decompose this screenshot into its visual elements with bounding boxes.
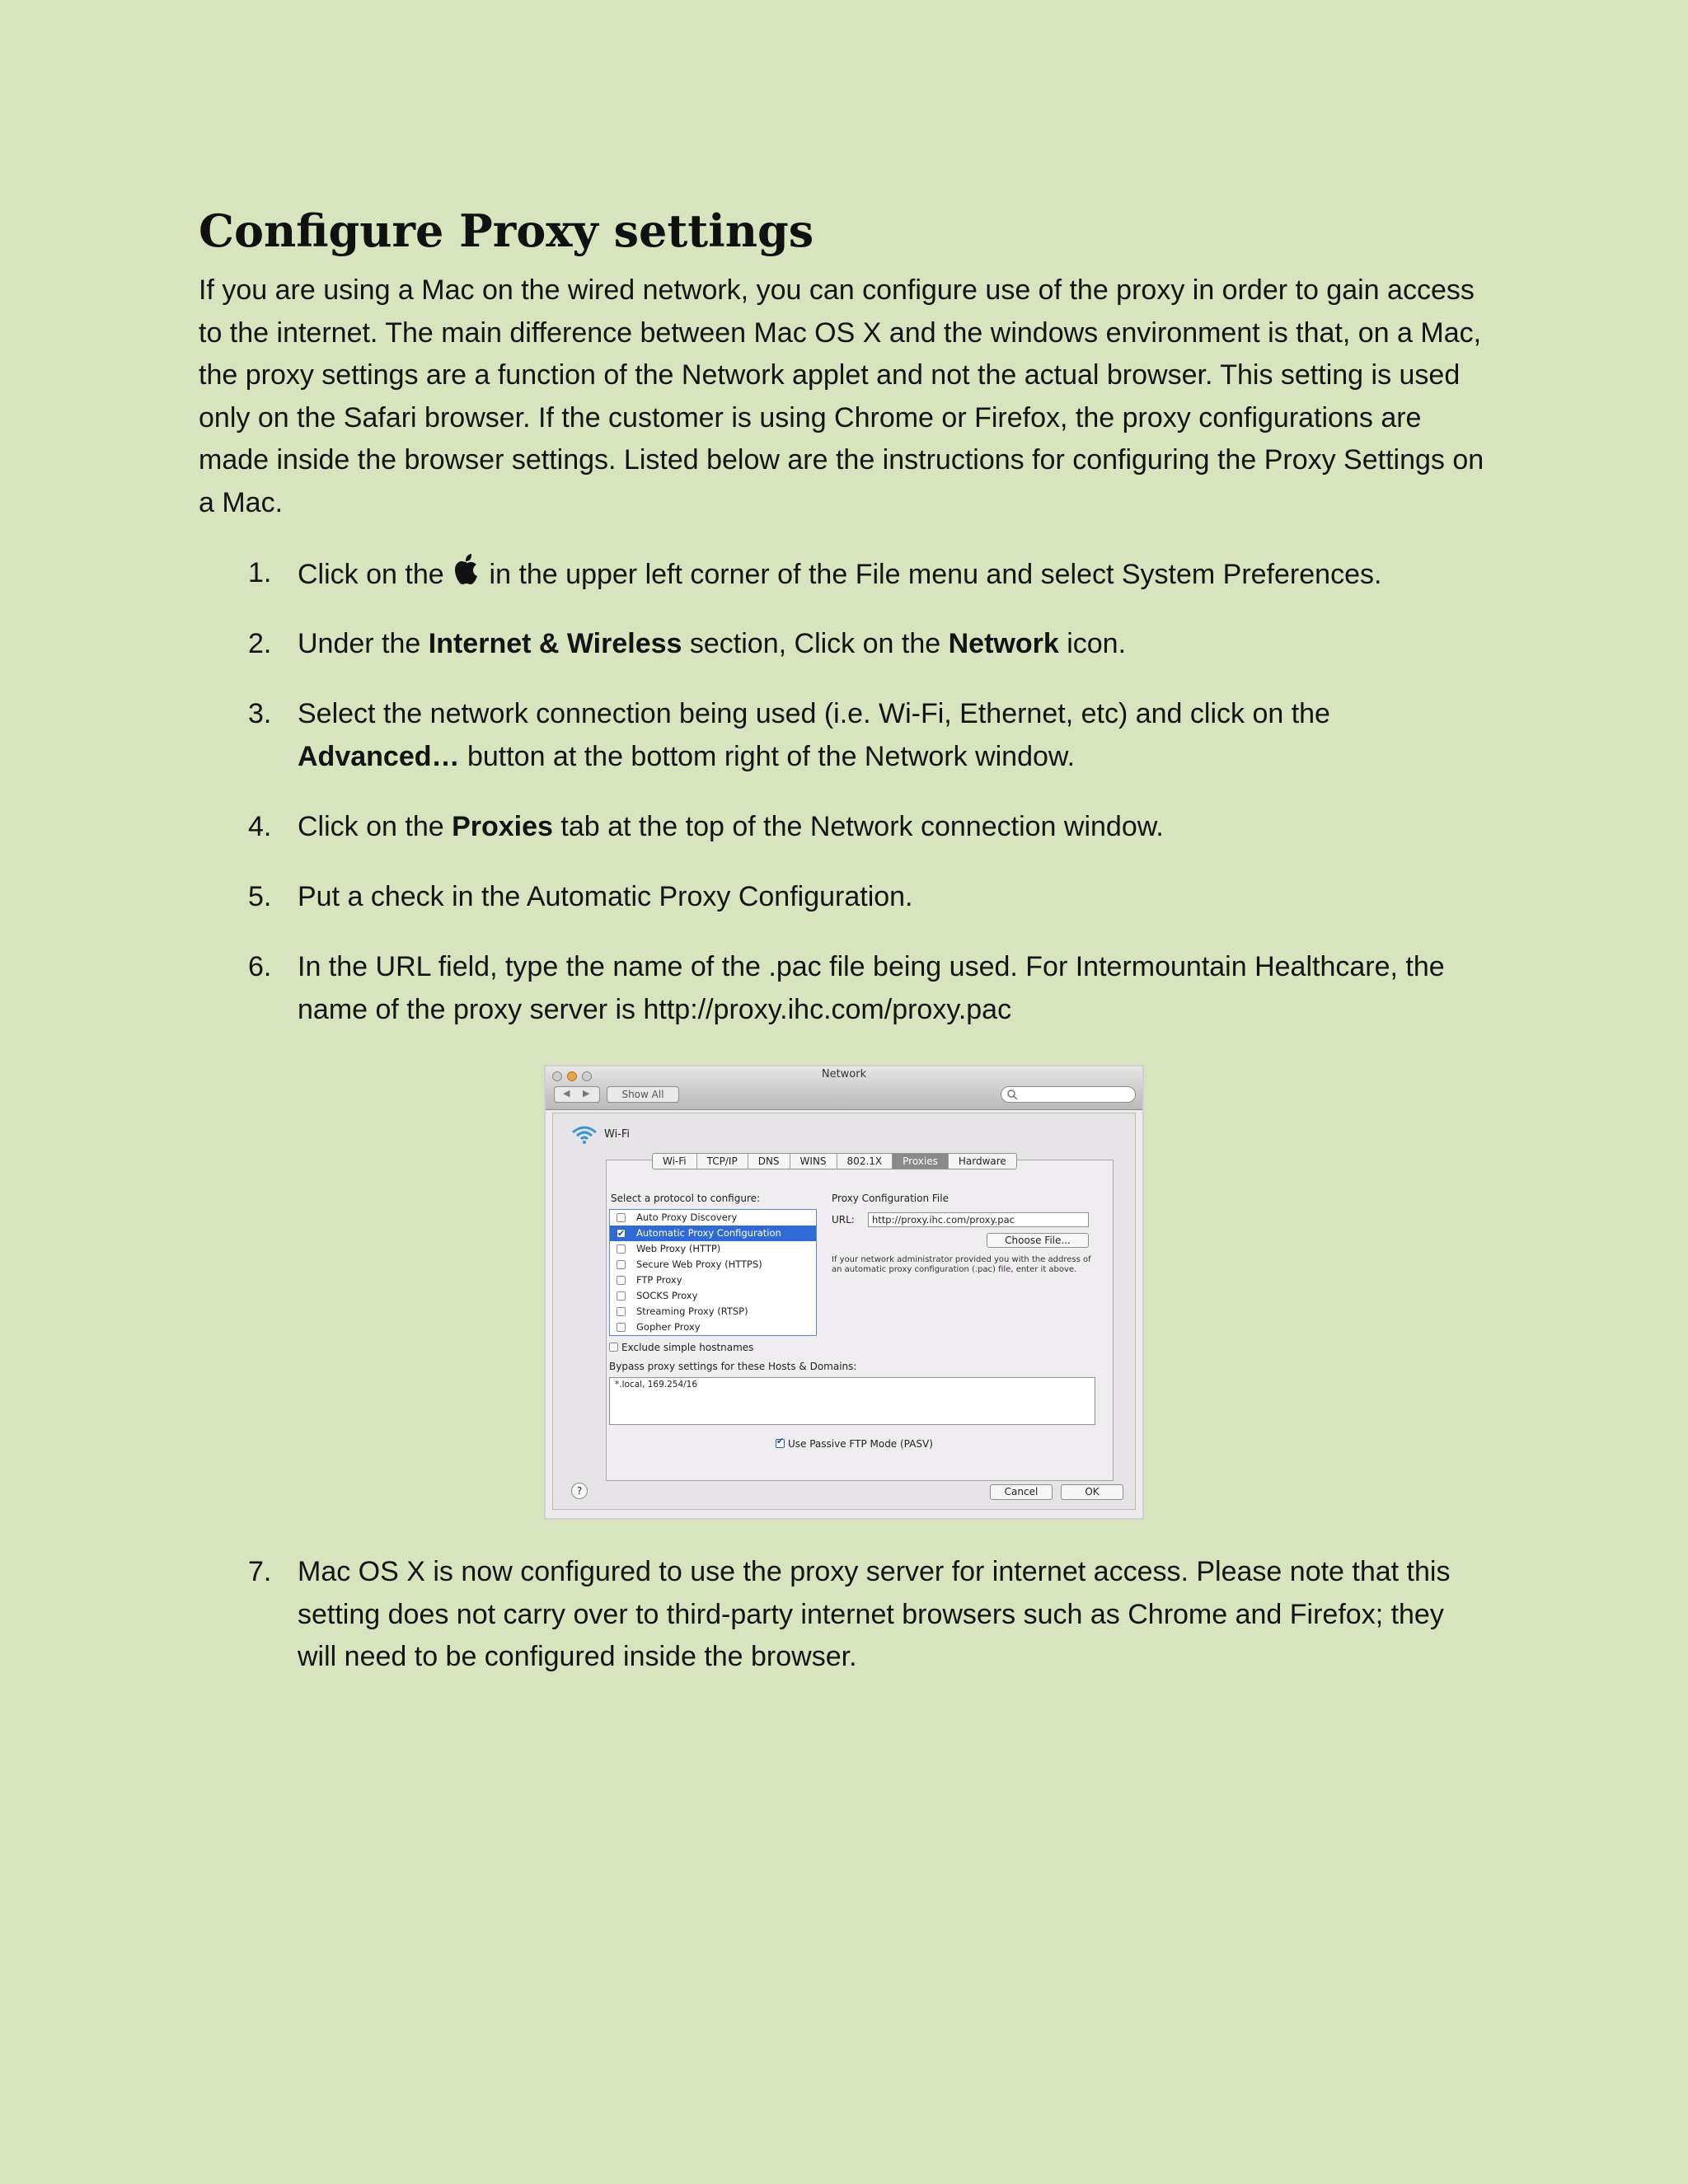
forward-arrow-icon[interactable]: ▶ [583, 1088, 590, 1099]
tab-hardware[interactable]: Hardware [958, 1155, 1006, 1167]
step-text-part: Select the network connection being used (i.e. Wi-Fi, Ethernet, etc) and click on the [298, 698, 1330, 729]
tab-dns[interactable]: DNS [748, 1154, 790, 1169]
step-text [298, 806, 1489, 849]
choose-file-button[interactable]: Choose File... [987, 1233, 1089, 1248]
protocol-item[interactable] [610, 1226, 816, 1241]
step-bold-part: Network [948, 628, 1059, 659]
protocol-item-label: SOCKS Proxy [636, 1290, 698, 1301]
step-text [298, 623, 1489, 666]
protocol-item[interactable] [610, 1288, 816, 1304]
cancel-button[interactable]: Cancel [990, 1484, 1053, 1500]
protocol-item-label: Auto Proxy Discovery [636, 1212, 738, 1223]
back-forward-buttons[interactable] [554, 1086, 600, 1103]
step-number: 6. [248, 951, 272, 982]
tab-bar [652, 1153, 1017, 1169]
window-title: Network [821, 1068, 867, 1080]
network-dialog-screenshot [544, 1065, 1144, 1520]
passive-ftp-label: Use Passive FTP Mode (PASV) [788, 1438, 933, 1450]
url-input[interactable]: http://proxy.ihc.com/proxy.pac [868, 1212, 1089, 1227]
protocol-list[interactable] [609, 1209, 817, 1336]
step-number: 1. [248, 557, 272, 588]
step-bold-part: Internet & Wireless [428, 628, 682, 659]
tab-proxies[interactable]: Proxies [893, 1154, 949, 1169]
step-number: 5. [248, 881, 272, 912]
url-label: URL: [832, 1214, 855, 1226]
search-icon [1006, 1089, 1018, 1100]
checkbox[interactable] [617, 1244, 626, 1254]
step-text: Mac OS X is now configured to use the proxy server for internet access. Please note that this setting does not carry over to third-party internet browsers such as Chrome and Firefox; they will need to be configured inside the browser. [298, 1556, 1451, 1672]
intro-paragraph: If you are using a Mac on the wired network, you can configure use of the proxy in order to gain access to the internet. The main difference between Mac OS X and the windows environment is that, on a Mac, the proxy settings are a function of the Network applet and not the actual browser. This setting is used only on the Safari browser. If the customer is using Chrome or Firefox, the proxy configurations are made inside the browser settings. Listed below are the instructions for configuring the Proxy Settings on a Mac. [199, 274, 1484, 518]
checkbox[interactable] [617, 1307, 626, 1316]
protocol-item-label: Streaming Proxy (RTSP) [636, 1305, 748, 1317]
step-text-part: Click on the [298, 811, 452, 842]
help-button[interactable]: ? [571, 1483, 588, 1499]
interface-label: Wi-Fi [604, 1128, 631, 1141]
step-number: 2. [248, 628, 272, 659]
step-number: 7. [248, 1556, 272, 1587]
checkbox[interactable] [617, 1229, 626, 1238]
step-text: Put a check in the Automatic Proxy Configuration. [298, 881, 913, 912]
checkbox[interactable] [617, 1291, 626, 1301]
step-text [298, 693, 1489, 778]
step-number: 4. [248, 811, 272, 842]
page-title: Configure Proxy settings [199, 204, 814, 257]
checkbox[interactable] [617, 1213, 626, 1222]
protocol-item[interactable] [610, 1241, 816, 1257]
checkbox[interactable] [776, 1439, 785, 1448]
protocol-item[interactable] [610, 1319, 816, 1335]
back-arrow-icon[interactable]: ◀ [563, 1088, 570, 1099]
pcf-label: Proxy Configuration File [832, 1193, 949, 1204]
step-text-part: icon. [1058, 628, 1127, 659]
protocol-label: Select a protocol to configure: [611, 1193, 761, 1204]
step-text-part: in the upper left corner of the File menu and select System Preferences. [481, 559, 1382, 590]
tab-wins[interactable]: WINS [790, 1154, 837, 1169]
checkbox[interactable] [617, 1260, 626, 1269]
step-number: 3. [248, 698, 272, 729]
protocol-item-label: Gopher Proxy [636, 1321, 701, 1333]
apple-icon [452, 552, 481, 587]
protocol-item-label: Web Proxy (HTTP) [636, 1243, 721, 1254]
bypass-hosts-input[interactable]: *.local, 169.254/16 [609, 1377, 1095, 1425]
protocol-item[interactable] [610, 1272, 816, 1288]
step-text-part: tab at the top of the Network connection window. [552, 811, 1164, 842]
step-text: In the URL field, type the name of the .pac file being used. For Intermountain Healthcare, the name of the proxy server is http://proxy.ihc.com/proxy.pac [298, 951, 1445, 1025]
checkbox[interactable] [617, 1276, 626, 1285]
window-titlebar [546, 1066, 1142, 1110]
tab-tcpip[interactable]: TCP/IP [697, 1154, 748, 1169]
protocol-item-label: Automatic Proxy Configuration [636, 1227, 781, 1239]
tab-wifi[interactable]: Wi-Fi [653, 1154, 697, 1169]
step-text-part: Click on the [298, 559, 444, 590]
show-all-button[interactable]: Show All [607, 1086, 679, 1103]
step-bold-part: Proxies [452, 811, 553, 842]
checkbox[interactable] [609, 1343, 618, 1352]
protocol-item[interactable] [610, 1304, 816, 1319]
tab-8021x[interactable]: 802.1X [837, 1154, 893, 1169]
bypass-label: Bypass proxy settings for these Hosts & Domains: [609, 1361, 857, 1372]
protocol-item-label: Secure Web Proxy (HTTPS) [636, 1258, 762, 1270]
step-bold-part: Advanced… [298, 740, 460, 772]
protocol-item-label: FTP Proxy [636, 1274, 682, 1286]
exclude-hostnames-checkbox[interactable] [609, 1342, 753, 1353]
protocol-item[interactable] [610, 1257, 816, 1272]
step-text [298, 552, 1489, 597]
step-text-part: section, Click on the [682, 628, 949, 659]
step-text-part: button at the bottom right of the Network window. [459, 740, 1076, 772]
protocol-item[interactable] [610, 1210, 816, 1226]
wifi-icon [571, 1125, 598, 1145]
proxies-sheet [552, 1113, 1136, 1510]
checkbox[interactable] [617, 1323, 626, 1332]
step-text-part: Under the [298, 628, 429, 659]
exclude-hostnames-label: Exclude simple hostnames [621, 1342, 754, 1353]
ok-button[interactable]: OK [1061, 1484, 1123, 1500]
search-input[interactable] [1001, 1086, 1136, 1103]
help-text: If your network administrator provided you with the address of an automatic proxy configuration (.pac) file, enter it above. [832, 1255, 1091, 1274]
passive-ftp-checkbox[interactable] [776, 1438, 933, 1450]
